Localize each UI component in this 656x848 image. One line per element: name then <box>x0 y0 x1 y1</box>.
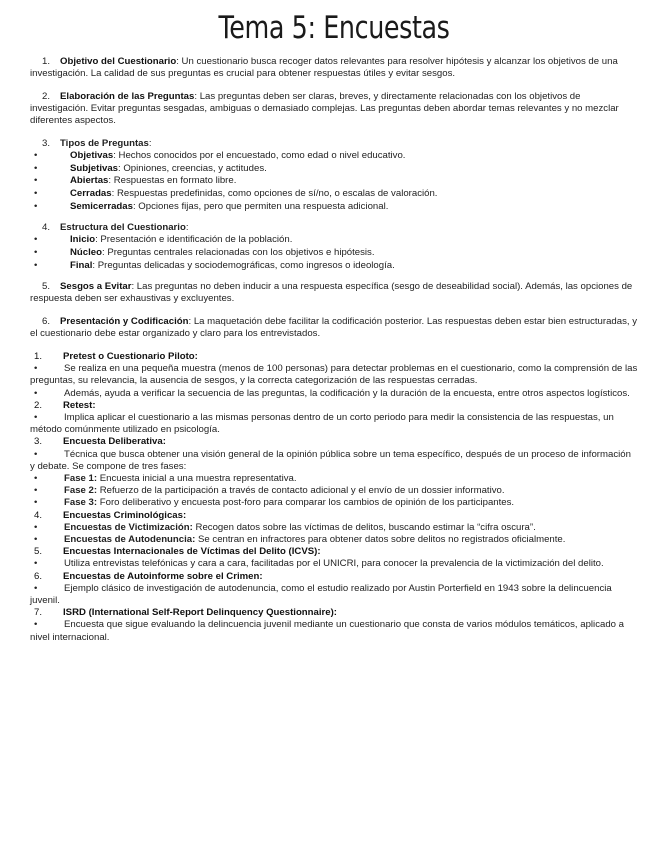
document-page <box>30 0 638 644</box>
section-heading: Presentación y Codificación <box>60 316 189 328</box>
section-text: : Un cuestionario busca recoger datos relevantes para resolver hipótesis y alcanzar los objetivos de una investigación. La calidad de sus preguntas es crucial para obtener respuestas útiles y evitar sesgos. <box>30 56 618 80</box>
list-item: • Ejemplo clásico de investigación de autodenuncia, como el estudio realizado por Austin Porterfield en 1943 sobre la delincuencia juvenil. <box>30 583 638 607</box>
section-text: : Las preguntas deben ser claras, breves, y directamente relacionadas con los objetivos de investigación. Evitar preguntas sesgadas, ambiguas o demasiado complejas. Las preguntas deben abordar temas relevantes y no mezclar diferentes aspectos. <box>30 90 619 127</box>
list-item: • Inicio: Presentación e identificación de la población. <box>30 234 638 247</box>
list-item: • Encuestas de Autodenuncia: Se centran en infractores para obtener datos sobre delitos no registrados oficialmente. <box>30 534 638 546</box>
section-presentacion <box>30 316 638 340</box>
list-item: • Encuestas de Victimización: Recogen datos sobre las víctimas de delitos, buscando estimar la “cifra oscura”. <box>30 522 638 534</box>
section-number: 1. <box>42 56 51 67</box>
list-item: • Cerradas: Respuestas predefinidas, como opciones de sí/no, o escalas de valoración. <box>30 188 638 201</box>
section-objetivo <box>30 56 638 80</box>
list-item: • Se realiza en una pequeña muestra (menos de 100 personas) para detectar problemas en el cuestionario, como la comprensión de las preguntas, su relevancia, la ausencia de sesgos, y la correcta categorización de las respuestas cerradas. <box>30 363 638 387</box>
tecnicas-list <box>30 351 638 644</box>
list-heading-autoinforme: 6. Encuestas de Autoinforme sobre el Crimen: <box>34 570 263 582</box>
list-item: • Subjetivas: Opiniones, creencias, y actitudes. <box>30 163 638 176</box>
list-item: • Final: Preguntas delicadas y sociodemográficas, como ingresos o ideología. <box>30 260 638 273</box>
section-number: 5. <box>42 281 51 293</box>
list-item: • Técnica que busca obtener una visión general de la opinión pública sobre un tema específico, después de un proceso de información y debate. Se compone de tres fases: <box>30 449 638 473</box>
list-heading-pretest: 1. Pretest o Cuestionario Piloto: <box>34 350 198 362</box>
tipos-list <box>30 150 638 213</box>
list-item: • Fase 2: Refuerzo de la participación a través de contacto adicional y el envío de un dossier informativo. <box>30 485 638 497</box>
section-text: : Las preguntas no deben inducir a una respuesta específica (sesgo de deseabilidad social). Además, las opciones de respuesta deben ser exhaustivas y excluyentes. <box>30 281 633 305</box>
section-heading: Elaboración de las Preguntas <box>60 90 195 102</box>
section-heading: Objetivo del Cuestionario <box>60 56 177 67</box>
list-item: • Fase 1: Encuesta inicial a una muestra representativa. <box>30 473 638 485</box>
section-heading: Tipos de Preguntas <box>60 138 149 150</box>
list-item: • Abiertas: Respuestas en formato libre. <box>30 175 638 188</box>
list-item: • Semicerradas: Opciones fijas, pero que permiten una respuesta adicional. <box>30 201 638 214</box>
list-item: • Además, ayuda a verificar la secuencia de las preguntas, la codificación y la duración de la encuesta, entre otros aspectos logísticos. <box>30 388 638 400</box>
list-heading-deliberativa: 3. Encuesta Deliberativa: <box>34 436 166 448</box>
section-heading: Sesgos a Evitar <box>60 281 132 293</box>
section-sesgos <box>30 281 638 305</box>
page-title: Tema 5: Encuestas <box>218 10 450 46</box>
section-number: 4. <box>42 222 51 234</box>
estructura-list <box>30 234 638 272</box>
section-text: : La maquetación debe facilitar la codificación posterior. Las respuestas deben estar bien estructuradas, y el cuestionario debe estar organizado y claro para los entrevistados. <box>30 316 638 340</box>
section-number: 6. <box>42 316 51 328</box>
section-heading: Estructura del Cuestionario <box>60 222 186 234</box>
section-elaboracion <box>30 91 638 128</box>
list-heading-isrd: 7. ISRD (International Self-Report Delinquency Questionnaire): <box>34 607 337 619</box>
list-heading-icvs: 5. Encuestas Internacionales de Víctimas del Delito (ICVS): <box>34 546 321 558</box>
list-item: • Objetivas: Hechos conocidos por el encuestado, como edad o nivel educativo. <box>30 150 638 163</box>
list-item: • Encuesta que sigue evaluando la delincuencia juvenil mediante un cuestionario que consta de varios módulos temáticos, aplicado a nivel internacional. <box>30 619 638 643</box>
section-number: 3. <box>42 138 51 150</box>
list-item: • Utiliza entrevistas telefónicas y cara a cara, facilitadas por el UNICRI, para conocer la prevalencia de la victimización del delito. <box>30 558 638 570</box>
list-item: • Implica aplicar el cuestionario a las mismas personas dentro de un corto periodo para medir la consistencia de las respuestas, un método comúnmente utilizado en psicología. <box>30 412 638 436</box>
list-heading-criminologicas: 4. Encuestas Criminológicas: <box>34 509 187 521</box>
list-item: • Núcleo: Preguntas centrales relacionadas con los objetivos e hipótesis. <box>30 247 638 260</box>
list-item: • Fase 3: Foro deliberativo y encuesta post-foro para comparar los cambios de opinión de los participantes. <box>30 497 638 509</box>
list-heading-retest: 2. Retest: <box>34 399 96 411</box>
section-estructura: 4. Estructura del Cuestionario: <box>30 222 638 234</box>
section-number: 2. <box>42 90 51 102</box>
section-tipos: 3. Tipos de Preguntas: <box>30 138 638 150</box>
